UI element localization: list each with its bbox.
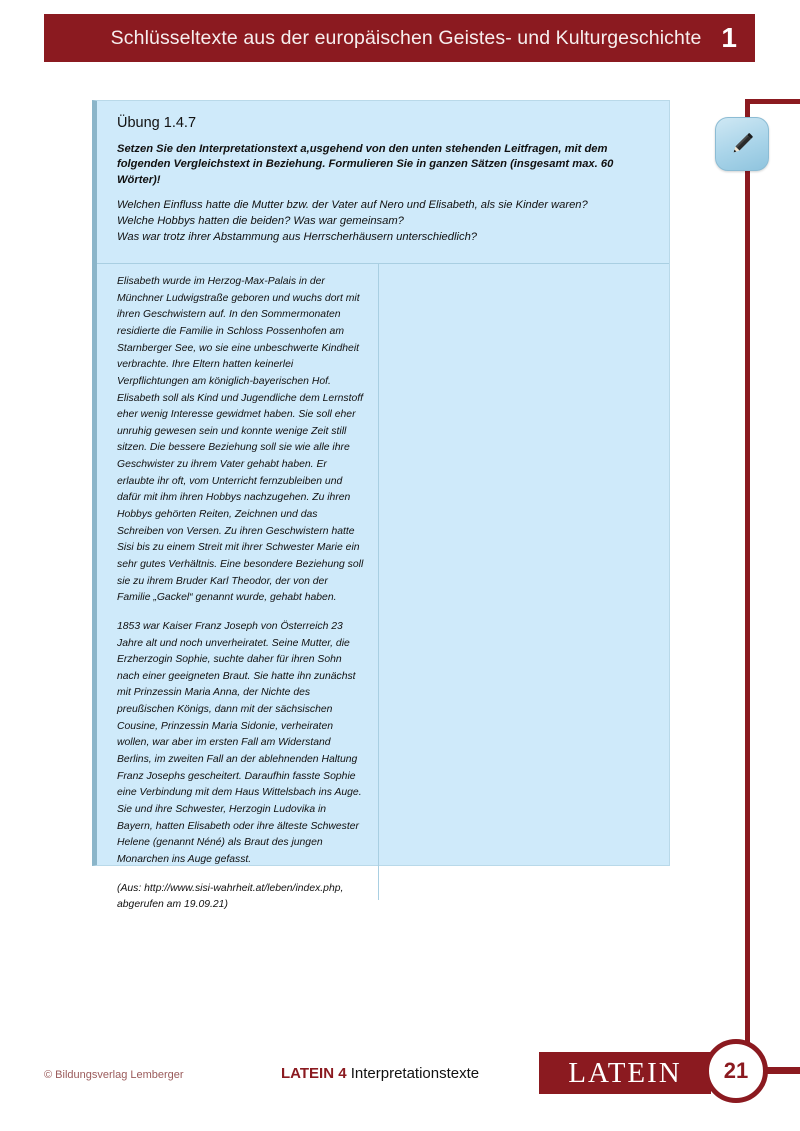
pencil-icon-badge (715, 117, 769, 171)
exercise-instruction: Setzen Sie den Interpretationstext a,usgehend von den unten stehenden Leitfragen, mit dem folgenden Vergleichstext in Beziehung. Formulieren Sie in ganzen Sätzen (insgesamt max. 60 Wörter)! (117, 143, 614, 186)
list-item: Was war trotz ihrer Abstammung aus Herrscherhäusern unterschiedlich? (117, 231, 478, 244)
source-citation: (Aus: http://www.sisi-wahrheit.at/leben/index.php, abgerufen am 19.09.21) (117, 882, 344, 910)
red-rule-vertical (745, 99, 750, 1054)
page-number: 21 (723, 1058, 749, 1083)
footer-series-bold: LATEIN 4 (281, 1065, 347, 1082)
exercise-body (97, 264, 669, 910)
comparison-paragraph: Elisabeth wurde im Herzog-Max-Palais in der Münchner Ludwigstraße geboren und wuchs dort mit ihren Geschwistern auf. In den Sommermonaten residierte die Familie in Schloss Possenhofen am Starnberger See, wo sie eine unbeschwerte Kindheit verbrachte. Ihre Eltern hatten keinerlei Verpflichtungen am königlich-bayerischen Hof. Elisabeth soll als Kind und Jugendliche dem Lernstoff eher wenig Interesse gewidmet haben. Sie soll eher unruhig gewesen sein und konnte wenige Zeit still sitzen. Die bessere Beziehung soll sie wie alle ihre Geschwister zu ihrem Vater gehabt haben. Er erlaubte ihr oft, vom Unterricht fernzubleiben und dafür mit ihm ihren Hobbys nachzugehen. Zu ihren Hobbys gehörten Reiten, Zeichnen und das Schreiben von Versen. Zu ihren Geschwistern hatte Sisi bis zu einem Streit mit ihrer Schwester Marie ein sehr gutes Verhältnis. Eine besondere Beziehung soll sie zu ihrem Bruder Karl Theodor, der von der Familie „Gackel“ genannt wurde, gehabt haben. (117, 276, 364, 604)
page-number-badge (704, 1039, 768, 1103)
list-item: Welche Hobbys hatten die beiden? Was war gemeinsam? (117, 215, 404, 228)
latein-logo-text: LATEIN (568, 1056, 682, 1089)
comparison-text-column (97, 264, 379, 910)
page-header-band (44, 14, 755, 62)
list-item: Welchen Einfluss hatte die Mutter bzw. der Vater auf Nero und Elisabeth, als sie Kinder waren? (117, 199, 588, 212)
chapter-number: 1 (721, 22, 737, 53)
footer-series-regular: Interpretationstexte (346, 1065, 480, 1082)
exercise-card (92, 100, 670, 910)
answer-area[interactable] (379, 264, 669, 900)
footer-series-label (281, 1065, 479, 1082)
exercise-title: Übung 1.4.7 (117, 115, 197, 131)
leitfragen-list (117, 198, 653, 246)
exercise-header (97, 101, 669, 258)
footer-copyright: © Bildungsverlag Lemberger (44, 1069, 184, 1081)
red-rule-horizontal (745, 99, 800, 104)
pencil-icon (725, 127, 759, 161)
comparison-paragraph: 1853 war Kaiser Franz Joseph von Österreich 23 Jahre alt und noch unverheiratet. Seine Mutter, die Erzherzogin Sophie, suchte daher für ihren Sohn nach einer geeigneten Braut. Sie hatte ihn zunächst mit Prinzessin Maria Anna, der Nichte des preußischen Königs, dann mit der sächsischen Cousine, Prinzessin Maria Sidonie, verheiraten wollen, war aber im ersten Fall am Widerstand Berlins, im zweiten Fall an der ablehnenden Haltung Franz Josephs gescheitert. Daraufhin fasste Sophie eine Verbindung mit dem Haus Wittelsbach ins Auge. Sie und ihre Schwester, Herzogin Ludovika in Bayern, hatten Elisabeth oder ihre älteste Schwester Helene (genannt Néné) als Braut des jungen Monarchen ins Auge gefasst. (117, 620, 362, 865)
latein-logo (539, 1052, 711, 1094)
page-title: Schlüsseltexte aus der europäischen Geistes- und Kulturgeschichte (110, 26, 702, 49)
